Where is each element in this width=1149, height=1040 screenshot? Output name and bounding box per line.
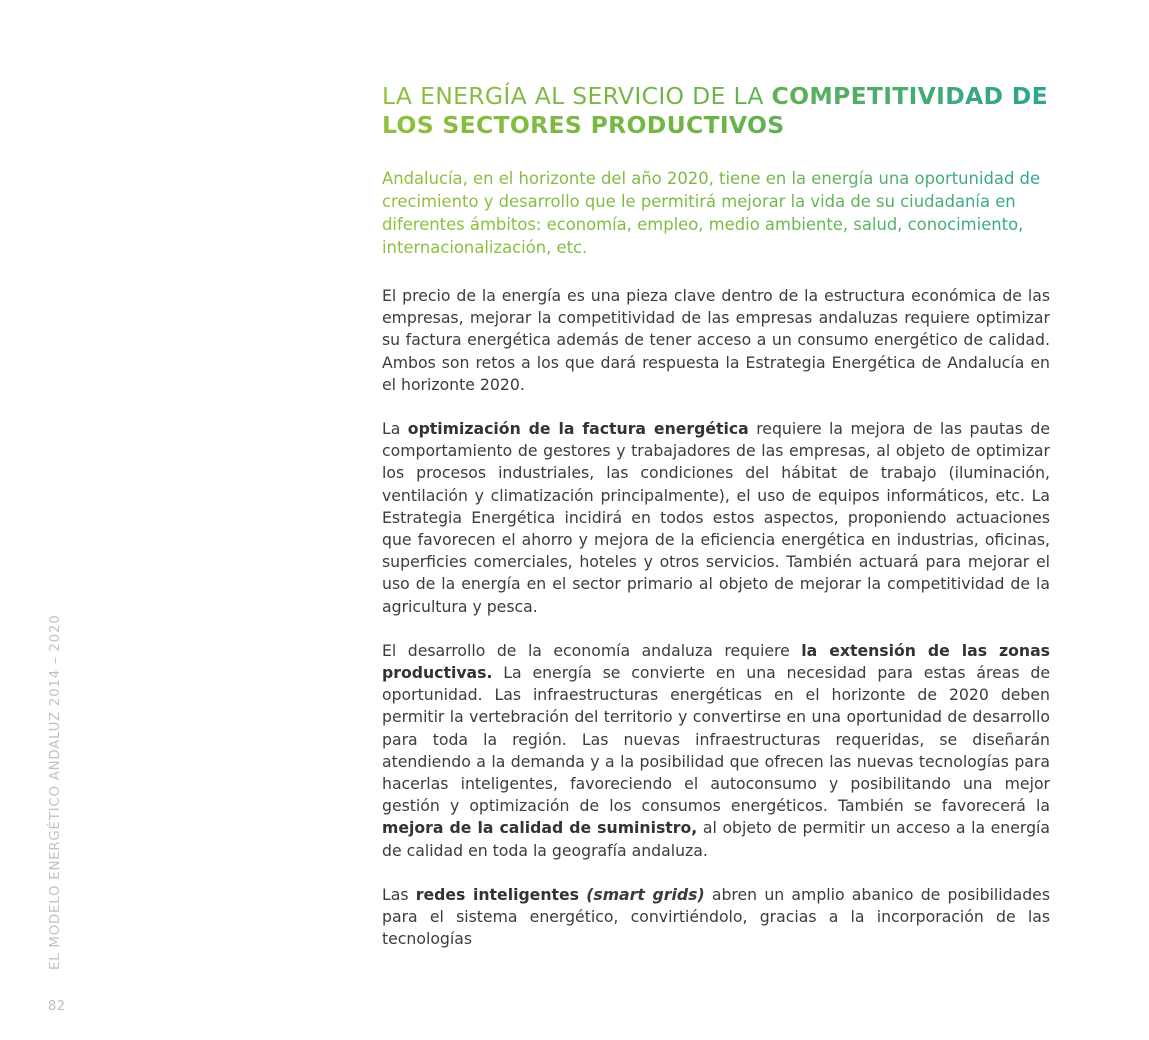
section-title-strong: COMPETITIVIDAD DE LOS SECTORES PRODUCTIVOS [382,82,1048,139]
paragraph-text: La [382,419,408,439]
paragraph-text: abren un amplio abanico de posibilidades para el sistema energético, convirtiéndolo, gracias a la incorporación de las tecnologías [382,884,1051,949]
paragraph-text: requiere la mejora de las pautas de comportamiento de gestores y trabajadores de las empresas, al objeto de optimizar los procesos industriales, las condiciones del hábitat de trabajo (iluminación, ventilación y climatización principalmente), el uso de equipos informáticos, etc. La Estrategia Energética incidirá en todos estos aspectos, proponiendo actuaciones que favorecen el ahorro y mejora de la eficiencia energética en industrias, oficinas, superficies comerciales, hoteles y otros servicios. También actuará para mejorar el uso de la energía en el sector primario al objeto de mejorar la competitividad de la agricultura y pesca. [382,419,1050,616]
lead-paragraph: Andalucía, en el horizonte del año 2020, tiene en la energía una oportunidad de crecimiento y desarrollo que le permitirá mejorar la vida de su ciudadanía en diferentes ámbitos: economía, empleo, medio ambiente, salud, conocimiento, internacionalización, etc. [382,167,1050,259]
body-paragraph-1: El precio de la energía es una pieza clave dentro de la estructura económica de las empresas, mejorar la competitividad de las empresas andaluzas requiere optimizar su factura energética además de tener acceso a un consumo energético de calidad. Ambos son retos a los que dará respuesta la Estrategia Energética de Andalucía en el horizonte 2020. [382,286,1050,394]
italic-phrase: (smart grids) [586,884,705,904]
section-title-light: LA ENERGÍA AL SERVICIO DE LA [382,82,772,110]
bold-phrase: mejora de la calidad de suministro, [382,818,698,838]
bold-phrase: optimización de la factura energética [407,419,749,439]
paragraph-text: El desarrollo de la economía andaluza requiere [382,640,802,660]
section-title [382,82,1050,140]
running-title: EL MODELO ENERGÉTICO ANDALUZ 2014 – 2020 [48,614,63,970]
page-content [382,82,1050,950]
body-paragraph-3 [382,640,1050,862]
paragraph-text: al objeto de permitir un acceso a la energía de calidad en toda la geografía andaluza. [382,818,1050,860]
body-paragraph-4 [382,884,1050,951]
paragraph-text: La energía se convierte en una necesidad para estas áreas de oportunidad. Las infraestructuras energéticas en el horizonte de 2020 deben permitir la vertebración del territorio y convertirse en una oportunidad de desarrollo para toda la región. Las nuevas infraestructuras requeridas, se diseñarán atendiendo a la demanda y a la posibilidad que ofrecen las nuevas tecnologías para hacerlas inteligentes, favoreciendo el autoconsumo y posibilitando una mejor gestión y optimización de los consumos energéticos. También se favorecerá la [382,663,1050,816]
body-paragraph-2 [382,418,1050,618]
bold-phrase: redes inteligentes [415,884,579,904]
paragraph-text: Las [382,884,416,904]
page-number: 82 [48,999,66,1014]
bold-phrase: la extensión de las zonas productivas. [382,640,1050,683]
